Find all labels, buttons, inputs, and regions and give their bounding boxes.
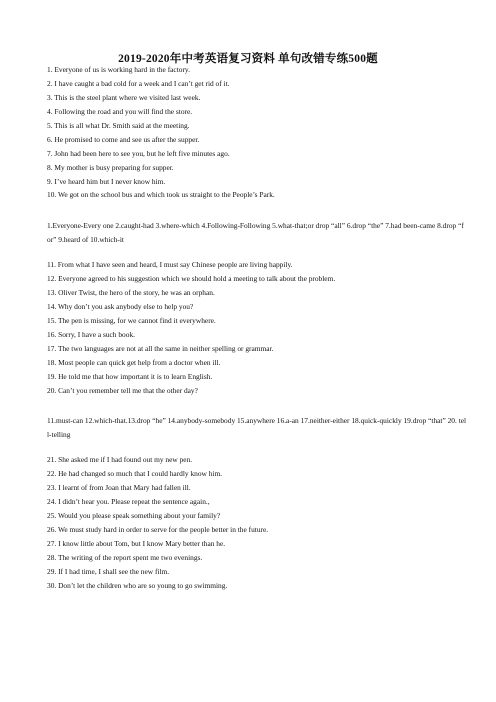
sentence-item: 28. The writing of the report spent me two evenings. — [47, 553, 203, 562]
sentence-item: 20. Can’t you remember tell me that the other day? — [47, 386, 198, 395]
answer-key: 11.must-can 12.which-that.13.drop “he” 14.anybody-somebody 15.anywhere 16.a-an 17.neither-either 18.quick-quickly 19.drop “that” 20. tell-telling — [47, 416, 467, 440]
sentence-item: 18. Most people can quick get help from a doctor when ill. — [47, 358, 221, 367]
sentence-item: 12. Everyone agreed to his suggestion which we should hold a meeting to talk about the problem. — [47, 275, 336, 284]
spacer — [47, 401, 467, 415]
sentence-item: 6. He promised to come and see us after the supper. — [47, 135, 200, 144]
sentence-item: 3. This is the steel plant where we visited last week. — [47, 93, 201, 102]
sentence-item: 22. He had changed so much that I could hardly know him. — [47, 470, 223, 479]
sentence-item: 16. Sorry, I have a such book. — [47, 330, 135, 339]
sentence-item: 23. I learnt of from Joan that Mary had fallen ill. — [47, 484, 191, 493]
document-title: 2019-2020年中考英语复习资料 单句改错专练500题 — [118, 53, 378, 65]
sentence-item: 5. This is all what Dr. Smith said at the meeting. — [47, 121, 190, 130]
sentence-item: 8. My mother is busy preparing for supper. — [47, 163, 174, 172]
sentence-item: 30. Don’t let the children who are so young to go swimming. — [47, 581, 228, 590]
sentence-item: 10. We got on the school bus and which took us straight to the People’s Park. — [47, 191, 275, 200]
sentence-item: 7. John had been here to see you, but he left five minutes ago. — [47, 149, 230, 158]
sentence-item: 11. From what I have seen and heard, I must say Chinese people are living happily. — [47, 261, 293, 270]
sentence-item: 27. I know little about Tom, but I know Mary better than he. — [47, 539, 226, 548]
spacer — [47, 442, 467, 456]
sentence-item: 15. The pen is missing, for we cannot find it everywhere. — [47, 316, 216, 325]
sentence-item: 25. Would you please speak something about your family? — [47, 512, 221, 521]
sentence-item: 29. If I had time, I shall see the new film. — [47, 567, 170, 576]
answer-key: 1.Everyone-Every one 2.caught-had 3.where-which 4.Following-Following 5.what-that;or drop “all” 6.drop “the” 7.had been-came 8.drop “for” 9.heard of 10.which-it — [47, 221, 464, 245]
sentence-item: 19. He told me that how important it is to learn English. — [47, 372, 213, 381]
sentence-item: 17. The two languages are not at all the same in neither spelling or grammar. — [47, 344, 274, 353]
sentence-item: 26. We must study hard in order to serve for the people better in the future. — [47, 526, 269, 534]
sentence-item: 24. I didn’t hear you. Please repeat the sentence again., — [47, 498, 210, 507]
sentence-item: 21. She asked me if I had found out my new pen. — [47, 456, 193, 465]
spacer — [47, 247, 467, 261]
sentence-item: 14. Why don’t you ask anybody else to help you? — [47, 302, 194, 311]
sentence-item: 1. Everyone of us is working hard in the factory. — [47, 66, 190, 74]
exercise-list — [47, 66, 467, 596]
sentence-item: 13. Oliver Twist, the hero of the story, he was an orphan. — [47, 289, 215, 298]
sentence-item: 4. Following the road and you will find the store. — [47, 107, 193, 116]
sentence-item: 2. I have caught a bad cold for a week and I can’t get rid of it. — [47, 79, 230, 88]
spacer — [47, 205, 467, 219]
sentence-item: 9. I’ve heard him but I never know him. — [47, 177, 166, 186]
